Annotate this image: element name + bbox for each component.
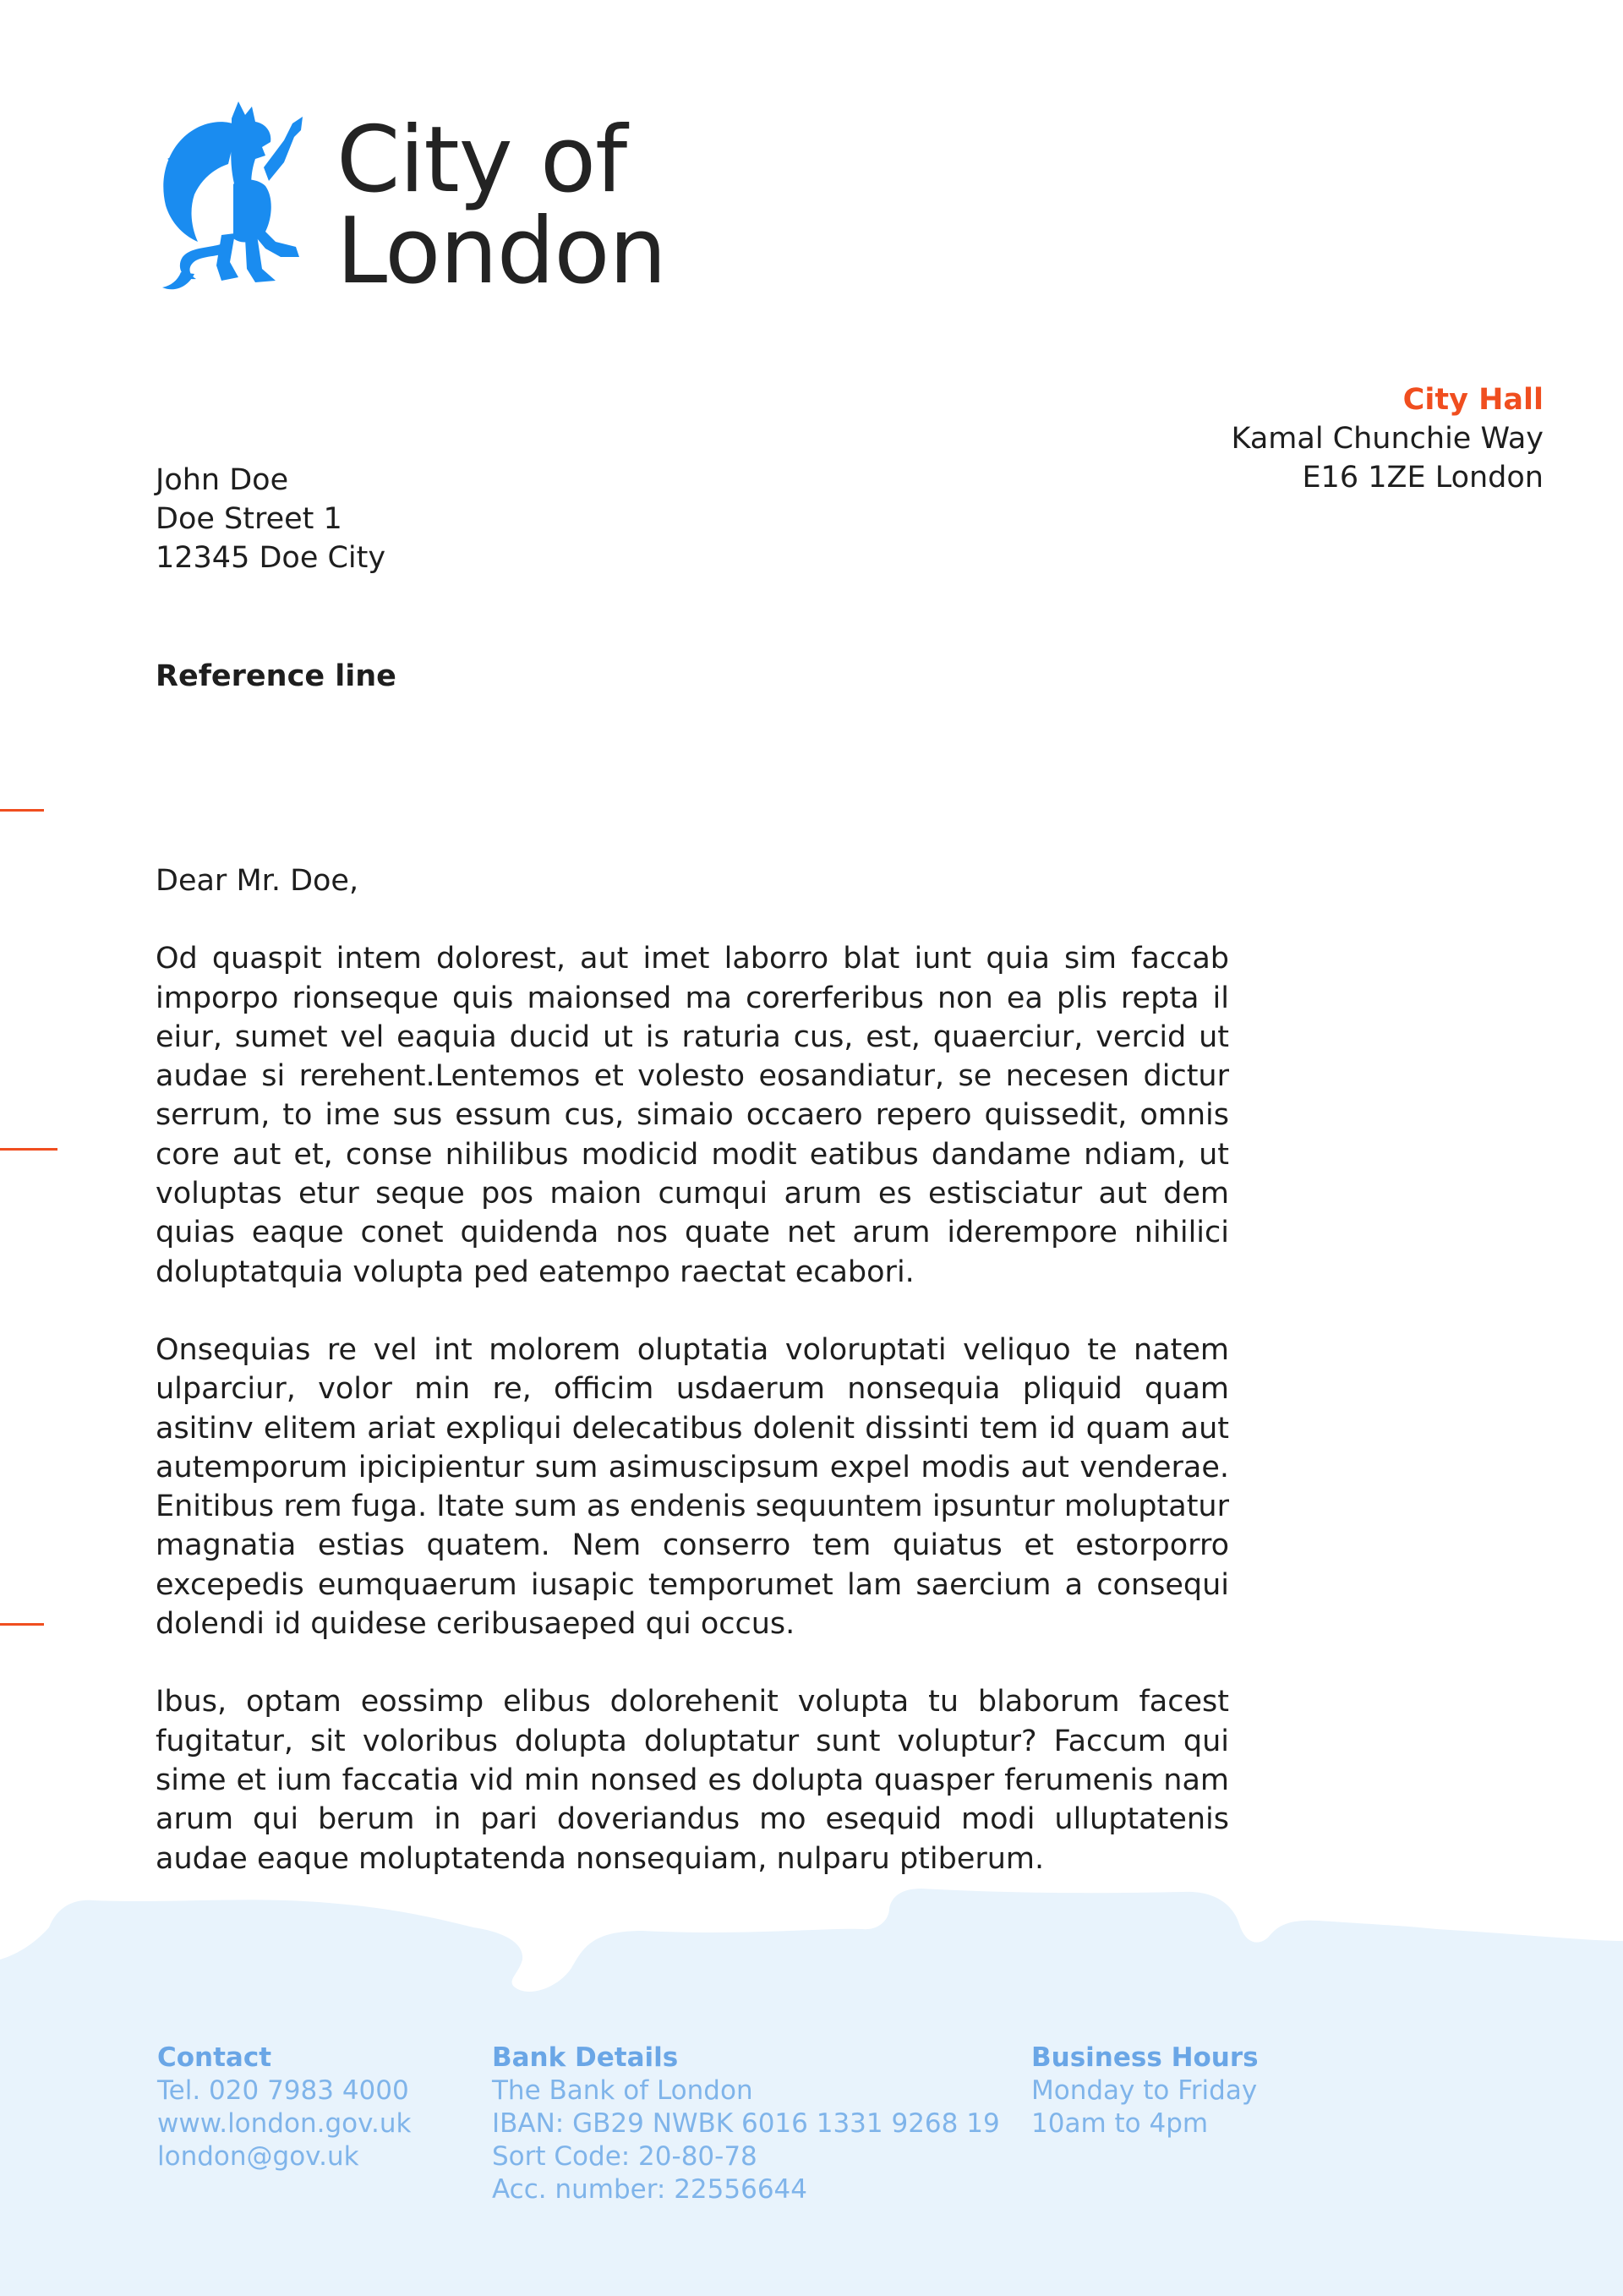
sender-street: Kamal Chunchie Way bbox=[1231, 422, 1544, 456]
hours-days: Monday to Friday bbox=[1031, 2075, 1258, 2106]
contact-phone: Tel. 020 7983 4000 bbox=[157, 2075, 409, 2106]
fold-mark-middle bbox=[0, 1148, 57, 1151]
bank-title: Bank Details bbox=[492, 2042, 679, 2073]
recipient-name: John Doe bbox=[156, 463, 289, 497]
recipient-city: 12345 Doe City bbox=[156, 541, 386, 575]
sender-address bbox=[1232, 380, 1544, 497]
footer-bank-details bbox=[492, 2042, 1000, 2206]
contact-web[interactable]: www.london.gov.uk bbox=[157, 2108, 412, 2139]
sender-city: E16 1ZE London bbox=[1302, 461, 1544, 495]
paragraph: Onsequias re vel int molorem oluptatia voloruptati veliquo te natem ulparciur, volor min re, officim usdaerum nonsequia pliquid quam asitinv elitem ariat expliqui delecatibus dolenit dissinti tem id quam aut autemporum ipicipientur sum asimuscipsum expel modis aut venderae. Enitibus rem fuga. Itate sum as endenis sequuntem ipsuntur moluptatur magnatia estias quatem. Nem conserro tem quiatus et estorporro excepedis eumquaerum iusapic temporumet lam saercium a consequi dolendi id quidese ceribusaeped qui occus. bbox=[156, 1332, 1229, 1642]
fold-mark-bottom bbox=[0, 1623, 44, 1626]
bank-account: Acc. number: 22556644 bbox=[492, 2174, 807, 2205]
footer-contact bbox=[157, 2042, 411, 2173]
paragraph: Ibus, optam eossimp elibus dolorehenit volupta tu blaborum facest fugitatur, sit voloribus dolupta doluptatur sunt voluptur? Faccum qui sime et ium faccatia vid min nonsed es dolupta quasper ferumenis nam arum qui berum in pari doveriandus mo esequid modi ulluptatenis audae eaque moluptatenda nonsequiam, nulparu ptiberum. bbox=[156, 1685, 1229, 1876]
reference-line: Reference line bbox=[156, 659, 396, 693]
sender-name: City Hall bbox=[1402, 383, 1544, 417]
footer-business-hours bbox=[1031, 2042, 1259, 2140]
hours-time: 10am to 4pm bbox=[1031, 2108, 1209, 2139]
paragraph: Od quaspit intem dolorest, aut imet laborro blat iunt quia sim faccab imporpo rionseque quis maionsed ma corerferibus non ea plis repta il eiur, sumet vel eaquia ducid ut is raturia cus, est, quaerciur, vercid ut audae si rerehent.Lentemos et volesto eosandiatur, se necesen dictur serrum, to ime sus essum cus, simaio occaero repero quissedit, omnis core aut et, conse nihilibus modicid modit eatibus dandame ndiam, ut voluptas etur seque pos maion cumqui arum es estisciatur aut dem quias eaque conet quidenda nos quate net arum iderempore nihilici doluptatquia volupta ped eatempo raectat ecabori. bbox=[156, 942, 1229, 1289]
bank-sort-code: Sort Code: 20-80-78 bbox=[492, 2141, 757, 2172]
city-of-london-logo bbox=[157, 100, 664, 303]
griffin-icon bbox=[157, 100, 318, 294]
contact-email[interactable]: london@gov.uk bbox=[157, 2141, 359, 2172]
logo-line-1: City of bbox=[336, 107, 627, 213]
bank-iban: IBAN: GB29 NWBK 6016 1331 9268 19 bbox=[492, 2108, 1000, 2139]
contact-title: Contact bbox=[157, 2042, 272, 2073]
recipient-street: Doe Street 1 bbox=[156, 502, 342, 536]
salutation: Dear Mr. Doe, bbox=[156, 864, 359, 898]
logo-line-2: London bbox=[336, 199, 666, 304]
recipient-address bbox=[156, 461, 385, 577]
letter-body bbox=[156, 861, 1229, 1917]
logo-wordmark bbox=[336, 107, 666, 304]
hours-title: Business Hours bbox=[1031, 2042, 1259, 2073]
bank-name: The Bank of London bbox=[492, 2075, 753, 2106]
fold-mark-top bbox=[0, 809, 44, 812]
